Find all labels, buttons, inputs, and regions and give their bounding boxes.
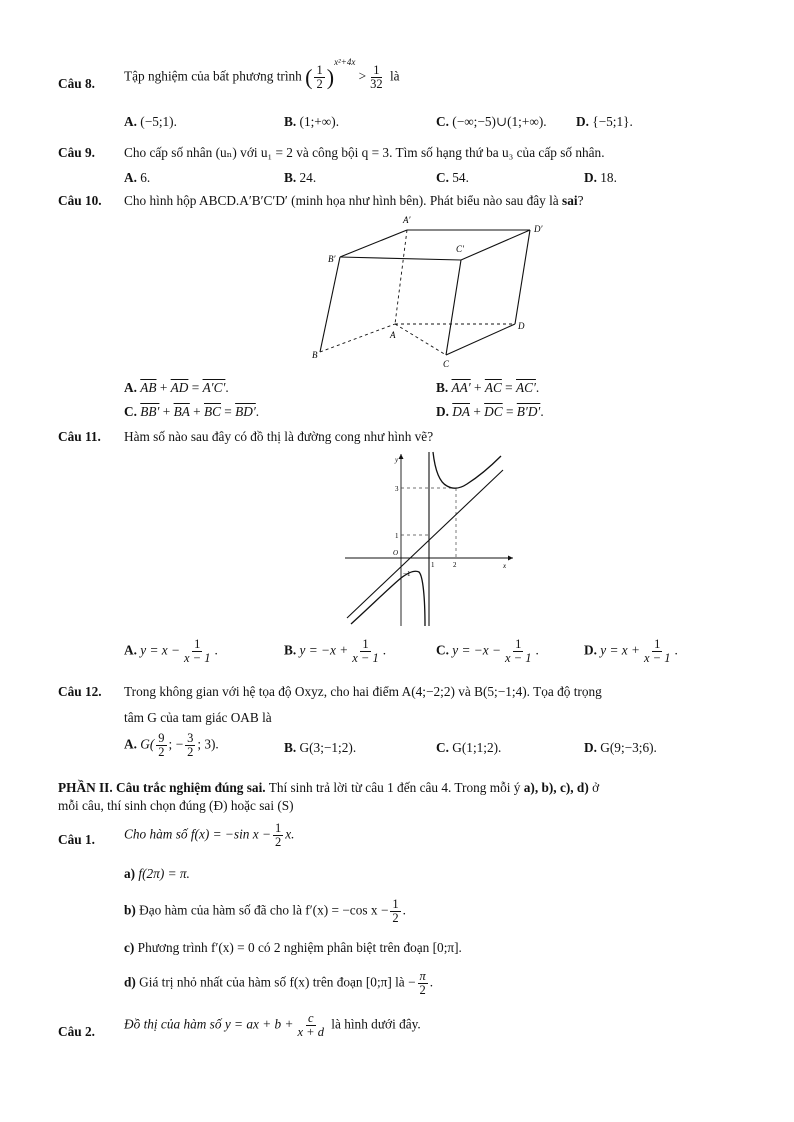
q10-option-b[interactable]: B. $AA' + \overline{AC} = AC'$. [436, 380, 540, 395]
q11-number: Câu 11. [58, 429, 101, 444]
p2q2-stem: Đồ thị của hàm số y = ax + b + $\frac{c}{x + d}$ là hình dưới đây. [124, 1011, 421, 1040]
q8-base-den: 2 [316, 77, 323, 92]
graph-label-x: x [503, 562, 507, 570]
q12-number: Câu 12. [58, 684, 102, 699]
q9-option-b[interactable]: B. 24. [284, 170, 317, 185]
label-B: B [312, 350, 318, 360]
p2q1-item-c[interactable]: c) Phương trình f′(x) = 0 có 2 nghiệm phân biệt trên đoạn [0;π]. [124, 940, 462, 955]
graph-tick-x2: 2 [453, 561, 457, 569]
label-D1: D′ [534, 224, 543, 234]
q12-stem-line1: Trong không gian với hệ tọa độ Oxyz, cho hai điểm A(4;−2;2) và B(5;−1;4). Tọa độ trọng [124, 684, 602, 699]
q8-exponent: x²+4x [334, 57, 356, 68]
q8-base-num: 1 [316, 63, 323, 77]
q12-option-b[interactable]: B. G(3;−1;2). [284, 740, 357, 755]
q9-option-d[interactable]: D. 18. [584, 170, 617, 185]
q11-option-c[interactable]: C. y = −x − $\frac{1}{x - 1}$ . [436, 637, 539, 666]
q12-stem-line2: tâm G của tam giác OAB là [124, 710, 272, 725]
q10-option-a[interactable]: A. $\overline{AB} + \overline{AD} = A'C'$. [124, 380, 229, 395]
p2q2-number: Câu 2. [58, 1024, 95, 1039]
q8-number: Câu 8. [58, 76, 95, 91]
q12-option-a[interactable]: A. G( $\frac{9}{2}$ ; − $\frac{3}{2}$ ; 3). [124, 731, 219, 760]
p2q1-item-d[interactable]: d) Giá trị nhỏ nhất của hàm số f(x) trên đoạn [0;π] là − $\frac{\pi}{2}$ . [124, 969, 434, 998]
q8-stem-text: Tập nghiệm của bất phương trình [124, 68, 302, 84]
q9-number: Câu 9. [58, 145, 95, 160]
q8-option-d[interactable]: D. {−5;1}. [576, 114, 633, 129]
q11-option-b[interactable]: B. y = −x + $\frac{1}{x - 1}$ . [284, 637, 387, 666]
q11-option-a[interactable]: A. y = x − $\frac{1}{x - 1}$ . [124, 637, 218, 666]
q10-option-d[interactable]: D. $\overline{DA} + \overline{DC} = B'D'$. [436, 404, 544, 419]
q8-option-c[interactable]: C. (−∞;−5)∪(1;+∞). [436, 114, 547, 129]
part2-heading-line2: mỗi câu, thí sinh chọn đúng (Đ) hoặc sai (S) [58, 798, 294, 813]
q11-function-graph [343, 448, 518, 630]
q10-option-c[interactable]: C. $BB' + \overline{BA} + \overline{BC} = BD'$. [124, 404, 260, 419]
q8-option-a[interactable]: A. (−5;1). [124, 114, 177, 129]
graph-tick-minus1: −1 [403, 570, 411, 578]
label-B1: B′ [328, 254, 336, 264]
graph-label-y: y [395, 456, 399, 464]
q9-stem: Cho cấp số nhân (uₙ) với u₁ = 2 và công bội q = 3. Tìm số hạng thứ ba u₃ của cấp số nhân. [124, 145, 605, 160]
q11-stem: Hàm số nào sau đây có đồ thị là đường cong như hình vẽ? [124, 429, 434, 444]
graph-tick-x1: 1 [431, 561, 435, 569]
q10-stem: Cho hình hộp ABCD.A′B′C′D′ (minh họa như hình bên). Phát biểu nào sau đây là sai? [124, 193, 584, 208]
label-C1: C′ [456, 244, 464, 254]
graph-tick-1: 1 [395, 532, 399, 540]
q8-tail: là [389, 68, 400, 84]
label-C: C [443, 359, 450, 369]
label-D: D [518, 321, 525, 331]
part2-heading-line1: PHẦN II. Câu trắc nghiệm đúng sai. Thí sinh trả lời từ câu 1 đến câu 4. Trong mỗi ý a), b), c), d) ở [58, 780, 600, 795]
p2q1-stem: Cho hàm số f(x) = −sin x − $\frac{1}{2}$ x. [124, 821, 295, 850]
q10-parallelepiped-figure [310, 212, 550, 372]
p2q1-item-b[interactable]: b) Đạo hàm của hàm số đã cho là f′(x) = −cos x − $\frac{1}{2}$ . [124, 897, 406, 926]
graph-tick-3: 3 [395, 485, 399, 493]
q8-stem: Tập nghiệm của bất phương trình ( $\frac{1}{2}$ )$^{x^2+4x}$ > $\frac{1}{32}$ là [124, 57, 400, 92]
q12-option-c[interactable]: C. G(1;1;2). [436, 740, 502, 755]
label-A1: A′ [403, 215, 411, 225]
p2q1-number: Câu 1. [58, 832, 95, 847]
label-A: A [390, 330, 396, 340]
graph-label-origin: O [393, 549, 399, 557]
q10-number: Câu 10. [58, 193, 102, 208]
q12-option-d[interactable]: D. G(9;−3;6). [584, 740, 657, 755]
q8-rhs-den: 32 [370, 77, 383, 92]
q8-rhs-num: 1 [373, 63, 380, 77]
q9-option-a[interactable]: A. 6. [124, 170, 151, 185]
q11-option-d[interactable]: D. y = x + $\frac{1}{x - 1}$ . [584, 637, 678, 666]
q8-option-b[interactable]: B. (1;+∞). [284, 114, 340, 129]
q9-option-c[interactable]: C. 54. [436, 170, 469, 185]
p2q1-item-a[interactable]: a) f(2π) = π. [124, 866, 190, 881]
